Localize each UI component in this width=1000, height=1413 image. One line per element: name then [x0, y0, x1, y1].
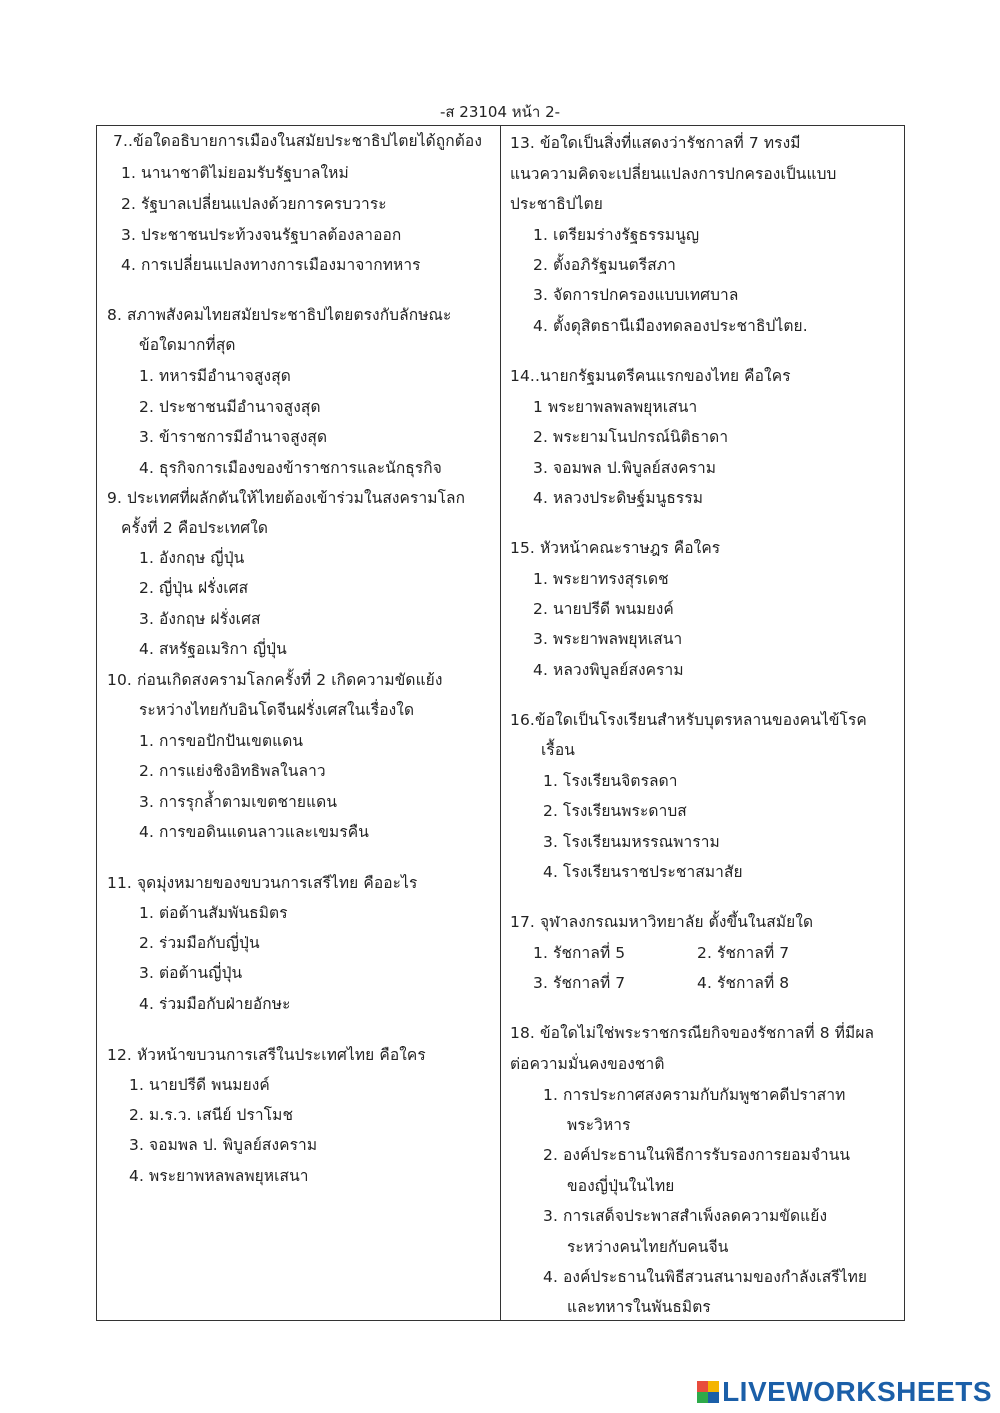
question-16-cont: เรื้อน — [541, 741, 575, 759]
column-divider — [500, 126, 501, 1320]
q7-option-2[interactable]: 2. รัฐบาลเปลี่ยนแปลงด้วยการครบวาระ — [121, 195, 387, 213]
q10-option-1[interactable]: 1. การขอปักปันเขตแดน — [139, 732, 304, 750]
q7-option-3[interactable]: 3. ประชาชนประท้วงจนรัฐบาลต้องลาออก — [121, 226, 402, 244]
q10-option-2[interactable]: 2. การแย่งชิงอิทธิพลในลาว — [139, 762, 326, 780]
liveworksheets-logo[interactable] — [697, 1377, 992, 1407]
worksheet-table — [96, 125, 905, 1321]
q12-option-3[interactable]: 3. จอมพล ป. พิบูลย์สงคราม — [129, 1136, 318, 1154]
page-header: -ส 23104 หน้า 2- — [439, 103, 561, 121]
question-18-cont: ต่อความมั่นคงของชาติ — [510, 1055, 665, 1073]
q12-option-1[interactable]: 1. นายปรีดี พนมยงค์ — [129, 1076, 270, 1094]
question-9: 9. ประเทศที่ผลักดันให้ไทยต้องเข้าร่วมในสงครามโลก — [107, 489, 466, 507]
q9-option-1[interactable]: 1. อังกฤษ ญี่ปุ่น — [139, 549, 245, 567]
q11-option-3[interactable]: 3. ต่อต้านญี่ปุ่น — [139, 964, 243, 982]
question-11: 11. จุดมุ่งหมายของขบวนการเสรีไทย คืออะไร — [107, 874, 418, 892]
q11-option-4[interactable]: 4. ร่วมมือกับฝ่ายอักษะ — [139, 995, 291, 1013]
question-14: 14..นายกรัฐมนตรีคนแรกของไทย คือใคร — [510, 367, 791, 385]
q8-option-2[interactable]: 2. ประชาชนมีอำนาจสูงสุด — [139, 398, 321, 416]
question-13-cont-1: แนวความคิดจะเปลี่ยนแปลงการปกครองเป็นแบบ — [510, 165, 837, 183]
logo-mark-cell — [708, 1381, 719, 1392]
q15-option-4[interactable]: 4. หลวงพิบูลย์สงคราม — [533, 661, 684, 679]
q9-option-4[interactable]: 4. สหรัฐอเมริกา ญี่ปุ่น — [139, 640, 287, 658]
q13-option-2[interactable]: 2. ตั้งอภิรัฐมนตรีสภา — [533, 256, 676, 274]
q15-option-2[interactable]: 2. นายปรีดี พนมยงค์ — [533, 600, 674, 618]
logo-mark-cell — [697, 1392, 708, 1403]
q18-option-4-cont[interactable]: และทหารในพันธมิตร — [567, 1298, 711, 1316]
q7-option-1[interactable]: 1. นานาชาติไม่ยอมรับรัฐบาลใหม่ — [121, 164, 349, 182]
q8-option-1[interactable]: 1. ทหารมีอำนาจสูงสุด — [139, 367, 291, 385]
q13-option-1[interactable]: 1. เตรียมร่างรัฐธรรมนูญ — [533, 226, 700, 244]
question-9-cont: ครั้งที่ 2 คือประเทศใด — [121, 519, 269, 537]
question-18: 18. ข้อใดไม่ใช่พระราชกรณียกิจของรัชกาลที่ 8 ที่มีผล — [510, 1024, 875, 1042]
q14-option-2[interactable]: 2. พระยามโนปกรณ์นิติธาดา — [533, 428, 729, 446]
question-15: 15. หัวหน้าคณะราษฎร คือใคร — [510, 539, 721, 557]
q14-option-1[interactable]: 1 พระยาพลพลพยุหเสนา — [533, 398, 698, 416]
question-10: 10. ก่อนเกิดสงครามโลกครั้งที่ 2 เกิดความขัดแย้ง — [107, 671, 443, 689]
q16-option-4[interactable]: 4. โรงเรียนราชประชาสมาสัย — [543, 863, 743, 881]
q17-option-2[interactable]: 2. รัชกาลที่ 7 — [697, 944, 790, 962]
q12-option-4[interactable]: 4. พระยาพหลพลพยุหเสนา — [129, 1167, 309, 1185]
q11-option-1[interactable]: 1. ต่อต้านสัมพันธมิตร — [139, 904, 288, 922]
q10-option-3[interactable]: 3. การรุกล้ำตามเขตชายแดน — [139, 793, 338, 811]
q15-option-1[interactable]: 1. พระยาทรงสุรเดช — [533, 570, 669, 588]
q18-option-2-cont[interactable]: ของญี่ปุ่นในไทย — [567, 1177, 675, 1195]
q14-option-3[interactable]: 3. จอมพล ป.พิบูลย์สงคราม — [533, 459, 717, 477]
q13-option-3[interactable]: 3. จัดการปกครองแบบเทศบาล — [533, 286, 739, 304]
question-8: 8. สภาพสังคมไทยสมัยประชาธิปไตยตรงกับลักษณะ — [107, 306, 452, 324]
q17-option-4[interactable]: 4. รัชกาลที่ 8 — [697, 974, 790, 992]
question-10-cont: ระหว่างไทยกับอินโดจีนฝรั่งเศสในเรื่องใด — [139, 701, 415, 719]
q8-option-4[interactable]: 4. ธุรกิจการเมืองของข้าราชการและนักธุรกิจ — [139, 459, 442, 477]
q16-option-3[interactable]: 3. โรงเรียนมหรรณพาราม — [543, 833, 720, 851]
q12-option-2[interactable]: 2. ม.ร.ว. เสนีย์ ปราโมช — [129, 1106, 294, 1124]
q18-option-1-cont[interactable]: พระวิหาร — [567, 1116, 631, 1134]
liveworksheets-wordmark: LIVEWORKSHEETS — [722, 1376, 992, 1407]
question-8-cont: ข้อใดมากที่สุด — [139, 336, 236, 354]
q15-option-3[interactable]: 3. พระยาพลพยุหเสนา — [533, 630, 683, 648]
logo-mark-cell — [708, 1392, 719, 1403]
q13-option-4[interactable]: 4. ตั้งดุสิตธานีเมืองทดลองประชาธิปไตย. — [533, 317, 808, 335]
q9-option-2[interactable]: 2. ญี่ปุ่น ฝรั่งเศส — [139, 579, 249, 597]
q11-option-2[interactable]: 2. ร่วมมือกับญี่ปุ่น — [139, 934, 260, 952]
q18-option-4[interactable]: 4. องค์ประธานในพิธีสวนสนามของกำลังเสรีไทย — [543, 1268, 868, 1286]
q18-option-1[interactable]: 1. การประกาศสงครามกับกัมพูชาคดีปราสาท — [543, 1086, 846, 1104]
question-12: 12. หัวหน้าขบวนการเสรีในประเทศไทย คือใคร — [107, 1046, 426, 1064]
question-13-cont-2: ประชาธิปไตย — [510, 195, 603, 213]
q8-option-3[interactable]: 3. ข้าราชการมีอำนาจสูงสุด — [139, 428, 328, 446]
q16-option-2[interactable]: 2. โรงเรียนพระดาบส — [543, 802, 687, 820]
question-7: 7..ข้อใดอธิบายการเมืองในสมัยประชาธิปไตยได้ถูกต้อง — [113, 132, 483, 150]
q18-option-3-cont[interactable]: ระหว่างคนไทยกับคนจีน — [567, 1238, 729, 1256]
q17-option-1[interactable]: 1. รัชกาลที่ 5 — [533, 944, 626, 962]
q17-option-3[interactable]: 3. รัชกาลที่ 7 — [533, 974, 626, 992]
q14-option-4[interactable]: 4. หลวงประดิษฐ์มนูธรรม — [533, 489, 704, 507]
logo-mark-cell — [697, 1381, 708, 1392]
question-17: 17. จุฬาลงกรณมหาวิทยาลัย ตั้งขึ้นในสมัยใด — [510, 913, 814, 931]
q7-option-4[interactable]: 4. การเปลี่ยนแปลงทางการเมืองมาจากทหาร — [121, 256, 421, 274]
q10-option-4[interactable]: 4. การขอดินแดนลาวและเขมรคืน — [139, 823, 369, 841]
liveworksheets-mark-icon — [697, 1381, 719, 1403]
q18-option-2[interactable]: 2. องค์ประธานในพิธีการรับรองการยอมจำนน — [543, 1146, 851, 1164]
question-16: 16.ข้อใดเป็นโรงเรียนสำหรับบุตรหลานของคนไข้โรค — [510, 711, 867, 729]
q16-option-1[interactable]: 1. โรงเรียนจิตรลดา — [543, 772, 678, 790]
question-13: 13. ข้อใดเป็นสิ่งที่แสดงว่ารัชกาลที่ 7 ทรงมี — [510, 134, 801, 152]
q9-option-3[interactable]: 3. อังกฤษ ฝรั่งเศส — [139, 610, 261, 628]
q18-option-3[interactable]: 3. การเสด็จประพาสสำเพ็งลดความขัดแย้ง — [543, 1207, 828, 1225]
